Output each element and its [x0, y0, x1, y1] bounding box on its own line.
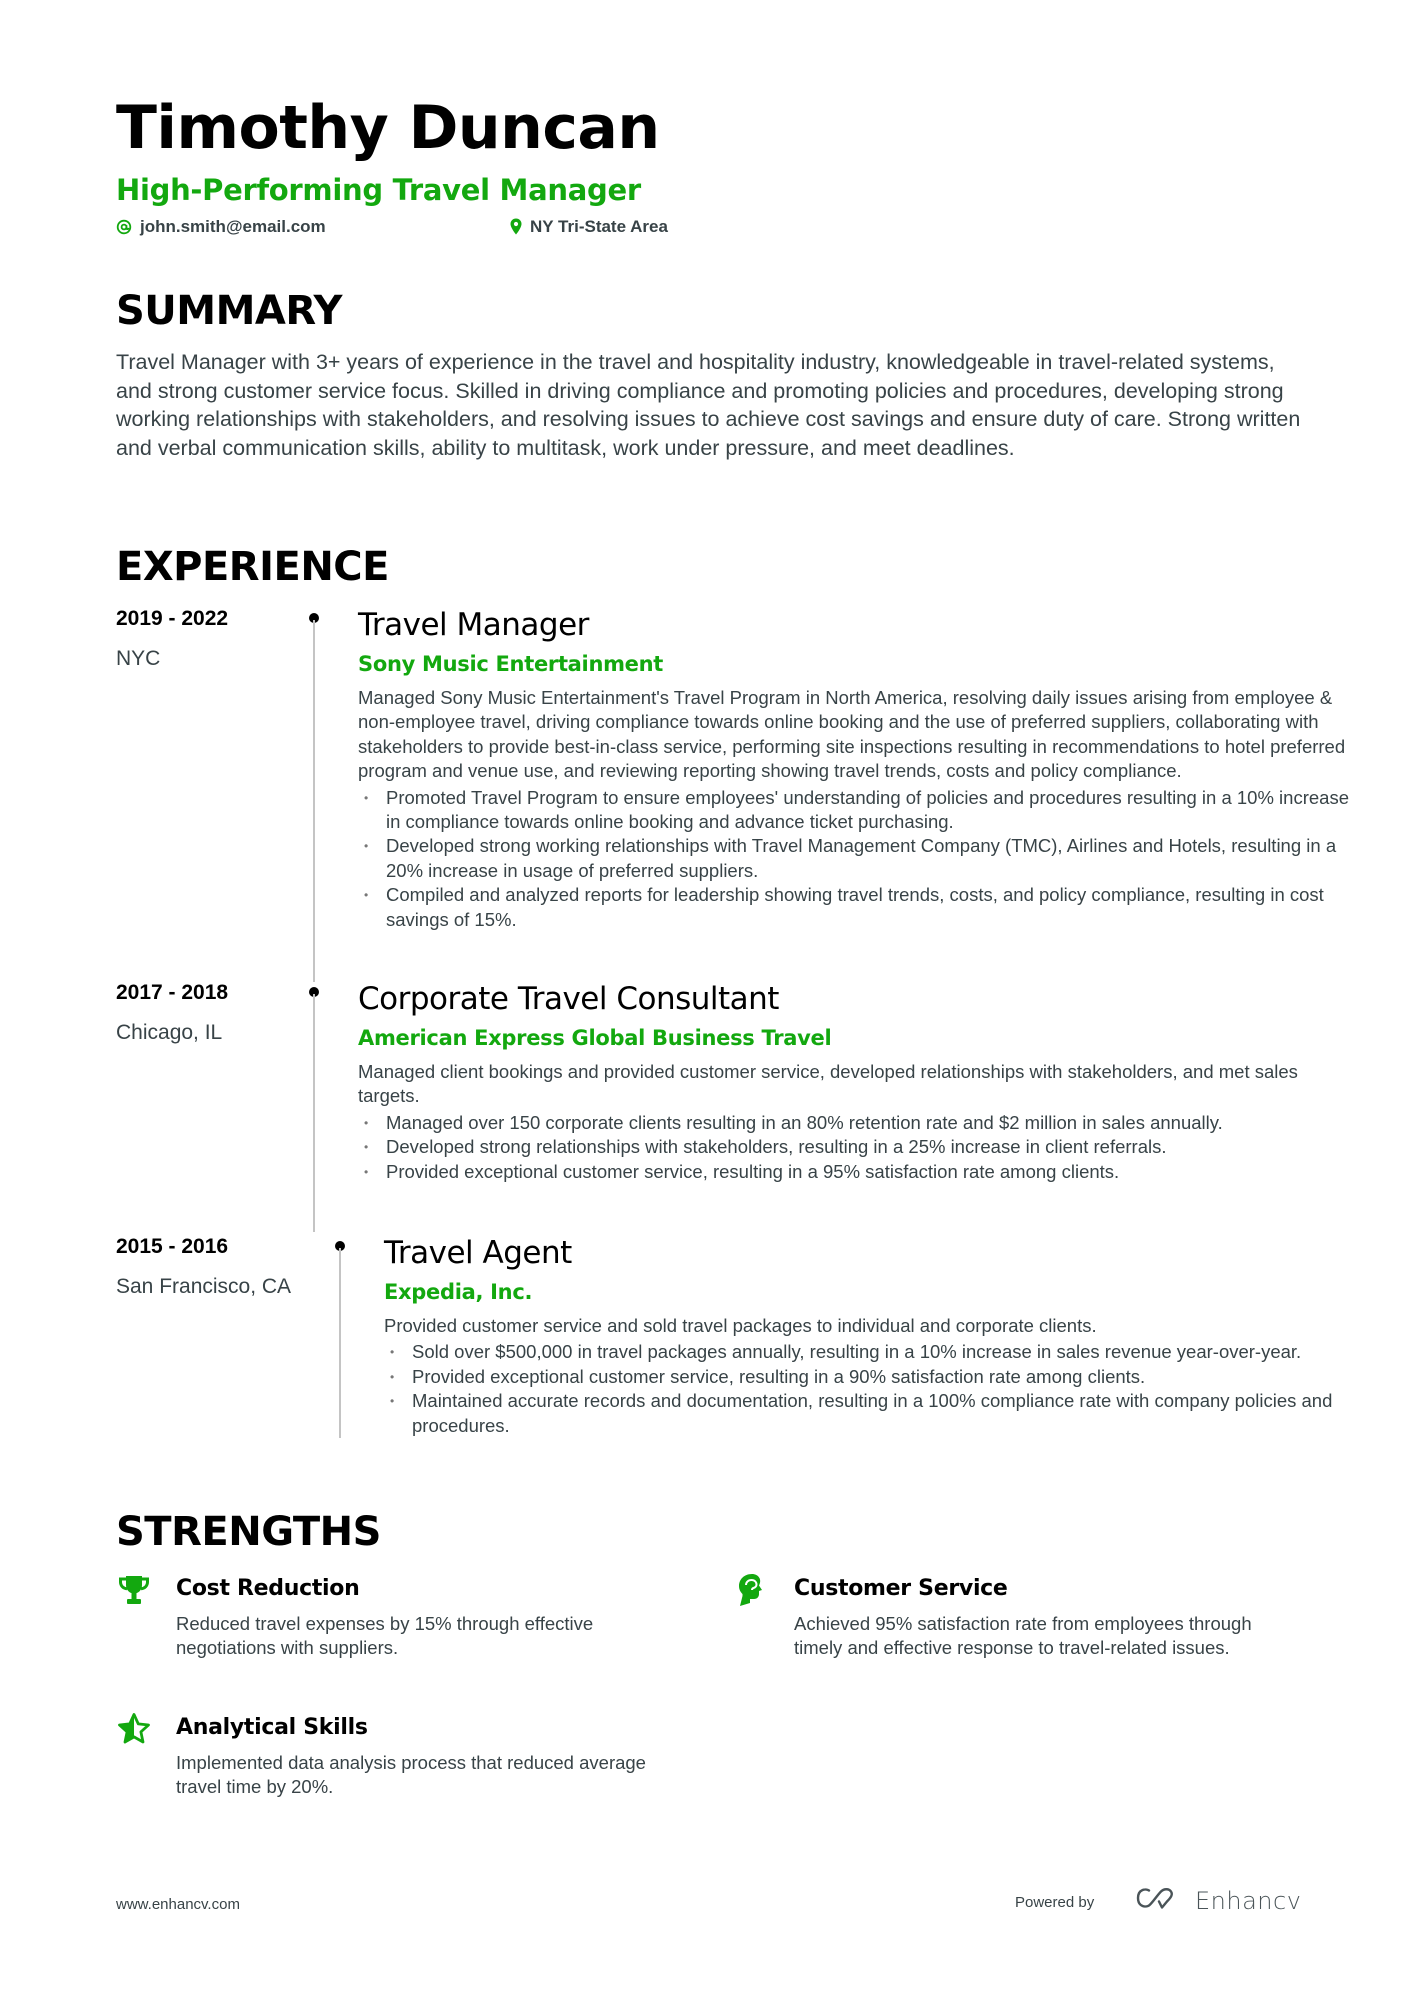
experience-description: Managed Sony Music Entertainment's Travel Program in North America, resolving daily issues arising from employee & non-employee travel, driving compliance towards online booking and the use of preferred suppliers, collaborating with stakeholders to provide best-in-class service, performing site inspections resulting in recommendations to hotel preferred program and venue use, and reviewing reporting showing travel trends, costs and policy compliance.	[358, 687, 1346, 782]
section-title-summary: SUMMARY	[116, 288, 342, 334]
experience-bullets	[358, 1111, 1358, 1184]
strength-title: Cost Reduction	[176, 1576, 360, 1601]
trophy-icon	[116, 1572, 152, 1608]
email-text: john.smith@email.com	[140, 217, 326, 236]
experience-content	[358, 982, 1358, 1184]
contact-email[interactable]	[116, 218, 326, 235]
summary-text: Travel Manager with 3+ years of experience in the travel and hospitality industry, knowledgeable in travel-related systems, and strong customer service focus. Skilled in driving compliance and promoting policies and procedures, developing strong working relationships with stakeholders, and resolving issues to achieve cost savings and ensure duty of care. Strong written and verbal communication skills, ability to multitask, work under pressure, and meet deadlines.	[116, 350, 1301, 460]
experience-company: Sony Music Entertainment	[358, 652, 664, 676]
location-text: NY Tri-State Area	[530, 217, 668, 236]
section-title-experience: EXPERIENCE	[116, 544, 389, 590]
enhancv-logo[interactable]	[1135, 1886, 1301, 1915]
experience-location: Chicago, IL	[116, 1021, 223, 1044]
experience-bullet: • Provided exceptional customer service, resulting in a 90% satisfaction rate among clients.	[384, 1365, 1384, 1389]
head-brain-icon	[734, 1572, 770, 1608]
experience-content	[384, 1236, 1384, 1438]
enhancv-logo-icon	[1135, 1886, 1181, 1915]
experience-company: American Express Global Business Travel	[358, 1026, 832, 1050]
experience-bullet: • Sold over $500,000 in travel packages annually, resulting in a 10% increase in sales revenue year-over-year.	[384, 1340, 1384, 1364]
strength-description: Reduced travel expenses by 15% through effective negotiations with suppliers.	[176, 1613, 594, 1659]
experience-company: Expedia, Inc.	[384, 1280, 533, 1304]
experience-bullet: • Provided exceptional customer service, resulting in a 95% satisfaction rate among clients.	[358, 1160, 1358, 1184]
experience-role: Travel Manager	[358, 607, 589, 643]
footer-website-link[interactable]: www.enhancv.com	[116, 1896, 240, 1913]
powered-by-label: Powered by	[1015, 1894, 1095, 1911]
experience-role: Travel Agent	[384, 1235, 572, 1271]
candidate-headline: High-Performing Travel Manager	[116, 173, 641, 207]
strength-title: Customer Service	[794, 1576, 1008, 1601]
experience-dates: 2015 - 2016	[116, 1235, 229, 1258]
experience-bullet: • Developed strong relationships with stakeholders, resulting in a 25% increase in client referrals.	[358, 1135, 1358, 1159]
experience-bullet: • Developed strong working relationships with Travel Management Company (TMC), Airlines and Hotels, resulting in a 20% increase in usage of preferred suppliers.	[358, 834, 1358, 883]
experience-description: Managed client bookings and provided customer service, developed relationships with stakeholders, and met sales targets.	[358, 1061, 1298, 1107]
at-icon	[116, 219, 132, 235]
experience-location: NYC	[116, 647, 161, 670]
strength-title: Analytical Skills	[176, 1715, 368, 1740]
candidate-name: Timothy Duncan	[116, 93, 660, 163]
experience-bullet: • Promoted Travel Program to ensure employees' understanding of policies and procedures resulting in a 10% increase in compliance towards online booking and advance ticket purchasing.	[358, 786, 1358, 835]
experience-bullet: • Maintained accurate records and documentation, resulting in a 100% compliance rate with company policies and procedures.	[384, 1389, 1384, 1438]
experience-bullet: • Compiled and analyzed reports for leadership showing travel trends, costs, and policy compliance, resulting in cost savings of 15%.	[358, 883, 1358, 932]
strength-description: Achieved 95% satisfaction rate from employees through timely and effective response to travel-related issues.	[794, 1613, 1252, 1659]
experience-dates: 2019 - 2022	[116, 607, 229, 630]
star-half-icon	[116, 1711, 152, 1747]
experience-dates: 2017 - 2018	[116, 981, 229, 1004]
experience-role: Corporate Travel Consultant	[358, 981, 779, 1017]
timeline-line	[313, 994, 315, 1232]
experience-description: Provided customer service and sold travel packages to individual and corporate clients.	[384, 1315, 1097, 1336]
enhancv-logo-text: Enhancv	[1195, 1886, 1302, 1915]
timeline-line	[339, 1248, 341, 1438]
timeline-line	[313, 620, 315, 982]
experience-bullet: • Managed over 150 corporate clients resulting in an 80% retention rate and $2 million in sales annually.	[358, 1111, 1358, 1135]
contact-location	[510, 218, 668, 235]
experience-bullets	[384, 1340, 1384, 1438]
section-title-strengths: STRENGTHS	[116, 1509, 381, 1555]
map-pin-icon	[510, 218, 522, 235]
strength-description: Implemented data analysis process that reduced average travel time by 20%.	[176, 1752, 646, 1798]
experience-bullets	[358, 786, 1358, 932]
experience-content	[358, 608, 1358, 932]
experience-location: San Francisco, CA	[116, 1275, 292, 1298]
